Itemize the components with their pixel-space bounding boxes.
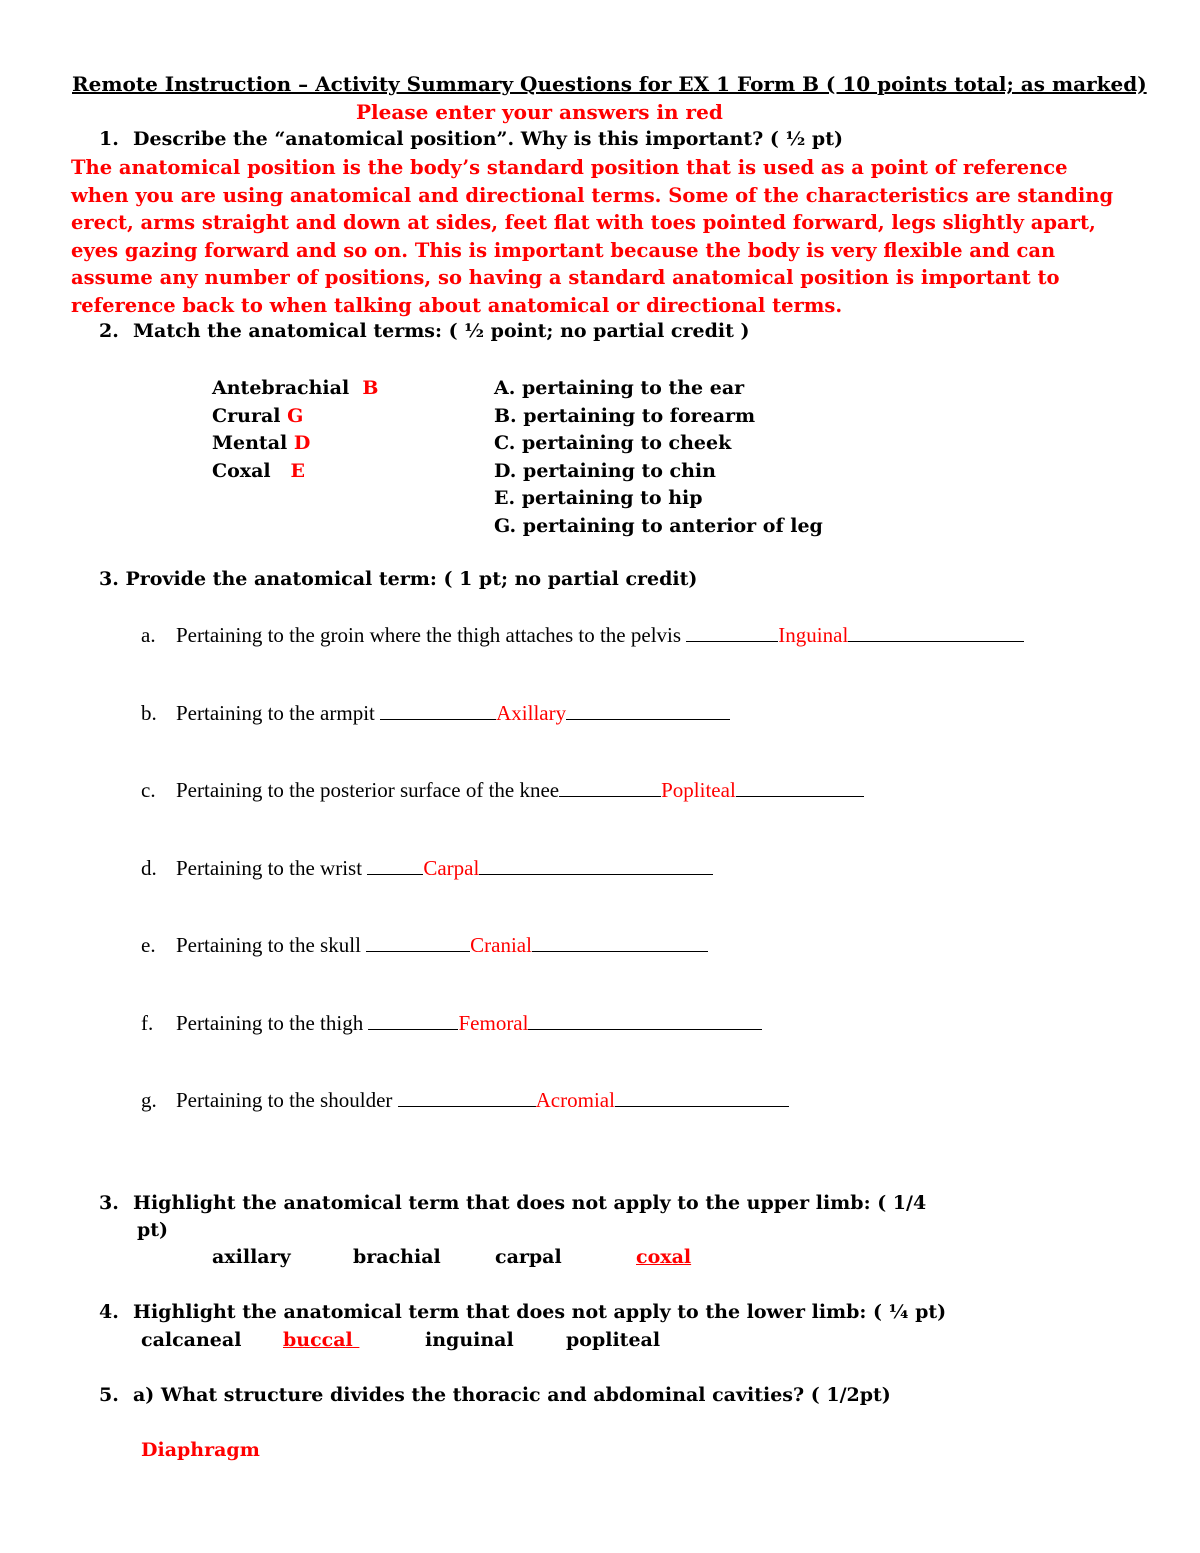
match-terms-list xyxy=(212,375,378,485)
option-inguinal: inguinal xyxy=(425,1329,514,1351)
fill-item-f: f. Pertaining to the thigh Femoral xyxy=(141,1010,762,1036)
fill-item-b: b. Pertaining to the armpit Axillary xyxy=(141,700,730,726)
option-brachial: brachial xyxy=(353,1246,441,1268)
definition-item: A. pertaining to the ear xyxy=(494,377,745,399)
fill-item-c: c. Pertaining to the posterior surface of the knee Popliteal xyxy=(141,777,864,803)
match-term: Crural G xyxy=(212,404,304,427)
match-answer: E xyxy=(290,459,305,482)
question-text-continued: pt) xyxy=(137,1219,169,1241)
question-number: 1. xyxy=(99,128,119,150)
fill-answer: Inguinal xyxy=(778,623,849,647)
match-answer: G xyxy=(287,404,304,427)
question-number: 3. xyxy=(99,1192,119,1214)
question-3-upper-limb xyxy=(99,1192,926,1214)
match-term: Coxal E xyxy=(212,459,305,482)
match-answer: B xyxy=(362,377,379,399)
definition-item: E. pertaining to hip xyxy=(494,487,703,509)
fill-item-d: d. Pertaining to the wrist Carpal xyxy=(141,855,713,881)
option-calcaneal: calcaneal xyxy=(141,1329,242,1351)
fill-item-e: e. Pertaining to the skull Cranial xyxy=(141,932,708,958)
definition-item: G. pertaining to anterior of leg xyxy=(494,514,823,537)
question-3-heading: 3. Provide the anatomical term: ( 1 pt; no partial credit) xyxy=(99,568,698,590)
question-4 xyxy=(99,1301,946,1323)
fill-answer: Popliteal xyxy=(661,778,736,802)
question-2 xyxy=(99,320,749,342)
page-title: Remote Instruction – Activity Summary Questions for EX 1 Form B ( 10 points total; as marked) xyxy=(72,72,1147,96)
match-term: Antebrachial B xyxy=(212,377,379,399)
fill-answer: Axillary xyxy=(496,701,567,725)
question-text: Describe the “anatomical position”. Why is this important? ( ½ pt) xyxy=(133,128,843,150)
definition-item: B. pertaining to forearm xyxy=(494,404,756,427)
question-text: Highlight the anatomical term that does not apply to the lower limb: ( ¼ pt) xyxy=(133,1301,947,1323)
fill-answer: Acromial xyxy=(535,1088,615,1112)
fill-item-g: g. Pertaining to the shoulder Acromial xyxy=(141,1087,789,1113)
match-term: Mental D xyxy=(212,432,311,454)
option-carpal: carpal xyxy=(495,1246,562,1268)
option-coxal-selected: coxal xyxy=(636,1246,692,1268)
definition-item: C. pertaining to cheek xyxy=(494,432,732,454)
question-text: a) What structure divides the thoracic and abdominal cavities? ( 1/2pt) xyxy=(133,1384,891,1406)
answer-1: The anatomical position is the body’s standard position that is used as a point of reference when you are using anatomical and directional terms. Some of the characteristics are standing erect, arms straight and down at sides, feet flat with toes pointed forward, legs slightly apart, eyes gazing forward and so on. This is important because the body is very flexible and can assume any number of positions, so having a standard anatomical position is important to reference back to when talking about anatomical or directional terms. xyxy=(71,156,1114,317)
question-number: 5. xyxy=(99,1384,119,1406)
answer-5: Diaphragm xyxy=(141,1439,260,1461)
question-text: Highlight the anatomical term that does not apply to the upper limb: ( 1/4 xyxy=(133,1192,927,1214)
question-text: Match the anatomical terms: ( ½ point; no partial credit ) xyxy=(133,320,750,342)
fill-answer: Cranial xyxy=(470,933,532,957)
question-number: 4. xyxy=(99,1301,119,1323)
definition-item: D. pertaining to chin xyxy=(494,459,716,482)
option-buccal-selected: buccal xyxy=(283,1329,360,1351)
question-5 xyxy=(99,1384,891,1406)
instructions-subtitle: Please enter your answers in red xyxy=(356,100,723,124)
question-1 xyxy=(99,128,843,150)
question-number: 2. xyxy=(99,320,119,342)
option-popliteal: popliteal xyxy=(566,1329,661,1351)
fill-answer: Femoral xyxy=(458,1011,529,1035)
match-answer: D xyxy=(293,432,311,454)
match-definitions-list xyxy=(494,375,823,540)
option-axillary: axillary xyxy=(212,1246,291,1268)
fill-answer: Carpal xyxy=(423,856,480,880)
fill-item-a: a. Pertaining to the groin where the thigh attaches to the pelvis Inguinal xyxy=(141,622,1024,648)
